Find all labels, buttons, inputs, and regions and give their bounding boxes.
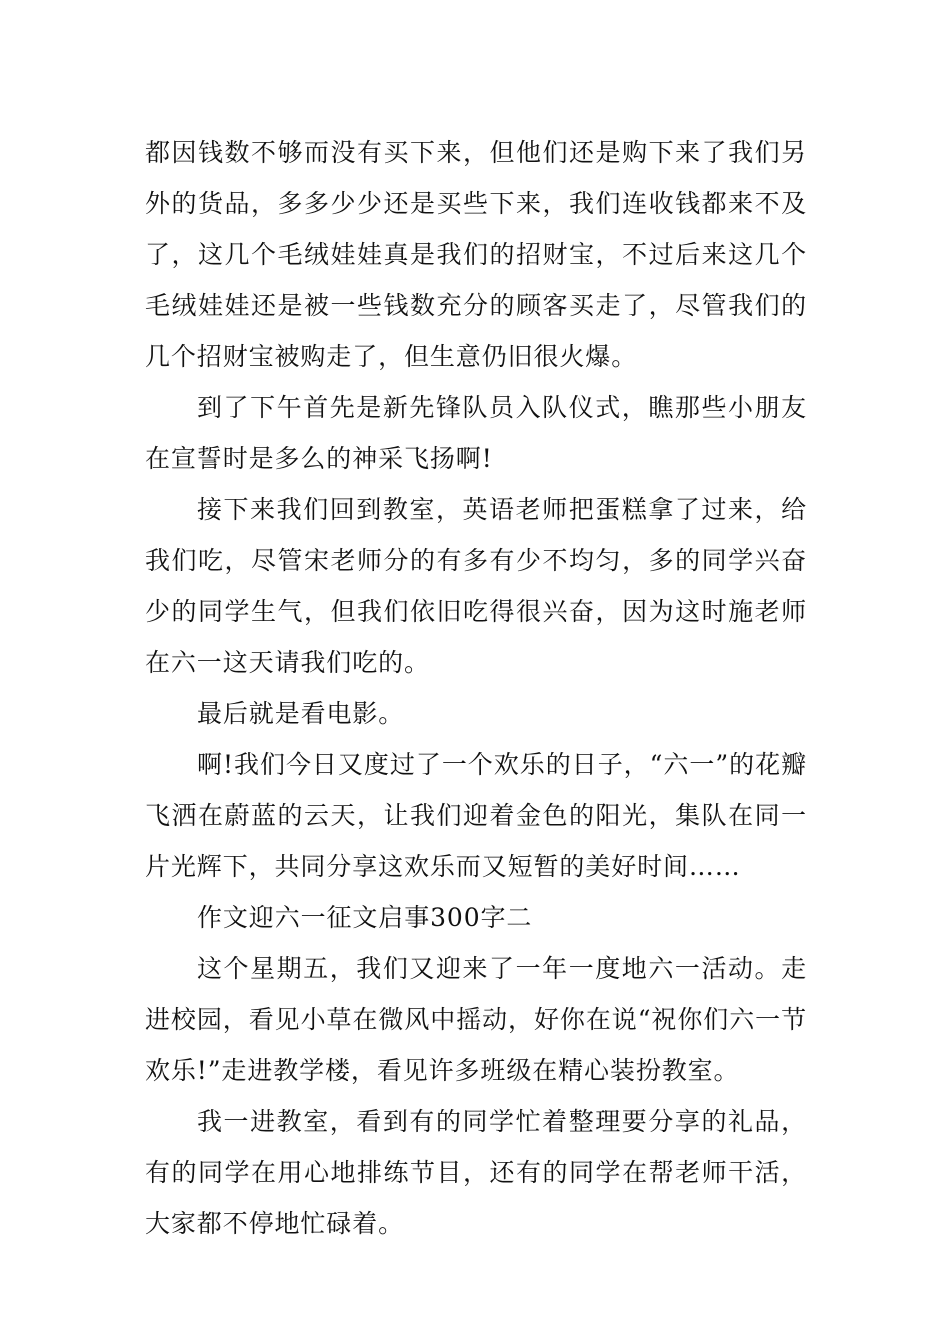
paragraph-5: 啊!我们今日又度过了一个欢乐的日子，“六一”的花瓣飞洒在蔚蓝的云天，让我们迎着金色的阳光，集队在同一片光辉下，共同分享这欢乐而又短暂的美好时间…… [145, 750, 807, 881]
paragraph-3: 接下来我们回到教室，英语老师把蛋糕拿了过来，给我们吃，尽管宋老师分的有多有少不均匀，多的同学兴奋少的同学生气，但我们依旧吃得很兴奋，因为这时施老师在六一这天请我们吃的。 [145, 495, 807, 677]
paragraph-4: 最后就是看电影。 [197, 699, 405, 728]
paragraph-2: 到了下午首先是新先锋队员入队仪式，瞧那些小朋友在宣誓时是多么的神采飞扬啊! [145, 393, 807, 473]
section-heading: 作文迎六一征文启事300字二 [197, 903, 533, 932]
paragraph-7: 我一进教室，看到有的同学忙着整理要分享的礼品，有的同学在用心地排练节目，还有的同学在帮老师干活，大家都不停地忙碌着。 [145, 1107, 807, 1238]
paragraph-1: 都因钱数不够而没有买下来，但他们还是购下来了我们另外的货品，多多少少还是买些下来，我们连收钱都来不及了，这几个毛绒娃娃真是我们的招财宝，不过后来这几个毛绒娃娃还是被一些钱数充分的顾客买走了，尽管我们的几个招财宝被购走了，但生意仍旧很火爆。 [145, 138, 807, 371]
document-body [145, 127, 807, 1249]
paragraph-6: 这个星期五，我们又迎来了一年一度地六一活动。走进校园，看见小草在微风中摇动，好你在说“祝你们六一节欢乐!”走进教学楼，看见许多班级在精心装扮教室。 [145, 954, 807, 1085]
